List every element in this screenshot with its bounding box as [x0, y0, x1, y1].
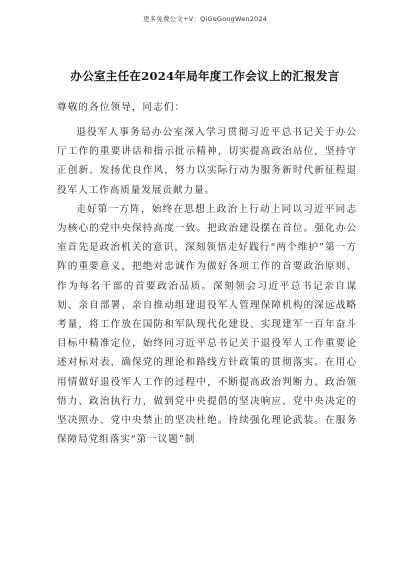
document-title: 办公室主任在2024年局年度工作会议上的汇报发言 [70, 69, 340, 83]
salutation: 尊敬的各位领导，同志们： [57, 102, 186, 113]
body-paragraph-2: 走好第一方阵，始终在思想上政治上行动上同以习近平同志为核心的党中央保持高度一致。把政治建设摆在首位。强化办公室首先是政治机关的意识，深刻领悟走好践行“两个维护”第一方阵的重要意义，把绝对忠诚作为做好各项工作的首要政治原则、作为每名干部的首要政治品质。深刻领会习近平总书记亲自谋划、亲自部署、亲自推动组建退役军人管理保障机构的深远战略考量，将工作放在国防和军队现代化建设、实现建军一百年奋斗目标中精准定位，始终同习近平总书记关于退役军人工作重要论述对标对表，确保党的理论和路线方针政策的贯彻落实。在用心用情做好退役军人工作的过程中，不断提高政治判断力、政治领悟力、政治执行力，做到党中央提倡的坚决响应、党中央决定的坚决照办、党中央禁止的坚决杜绝。持续强化理论武装。在服务保障局党组落实“第一议题”制 [57, 203, 357, 446]
header-note: 更多免费公文+V：QiGeGongWen2024 [142, 15, 268, 23]
body-paragraph-1: 退役军人事务局办公室深入学习贯彻习近平总书记关于办公厅工作的重要讲话和指示批示精神，切实提高政治站位，坚持守正创新、发扬优良作风，努力以实际行动为服务新时代新征程退役军人工作高质量发展贡献力量。 [57, 127, 357, 196]
document-body [57, 123, 357, 449]
